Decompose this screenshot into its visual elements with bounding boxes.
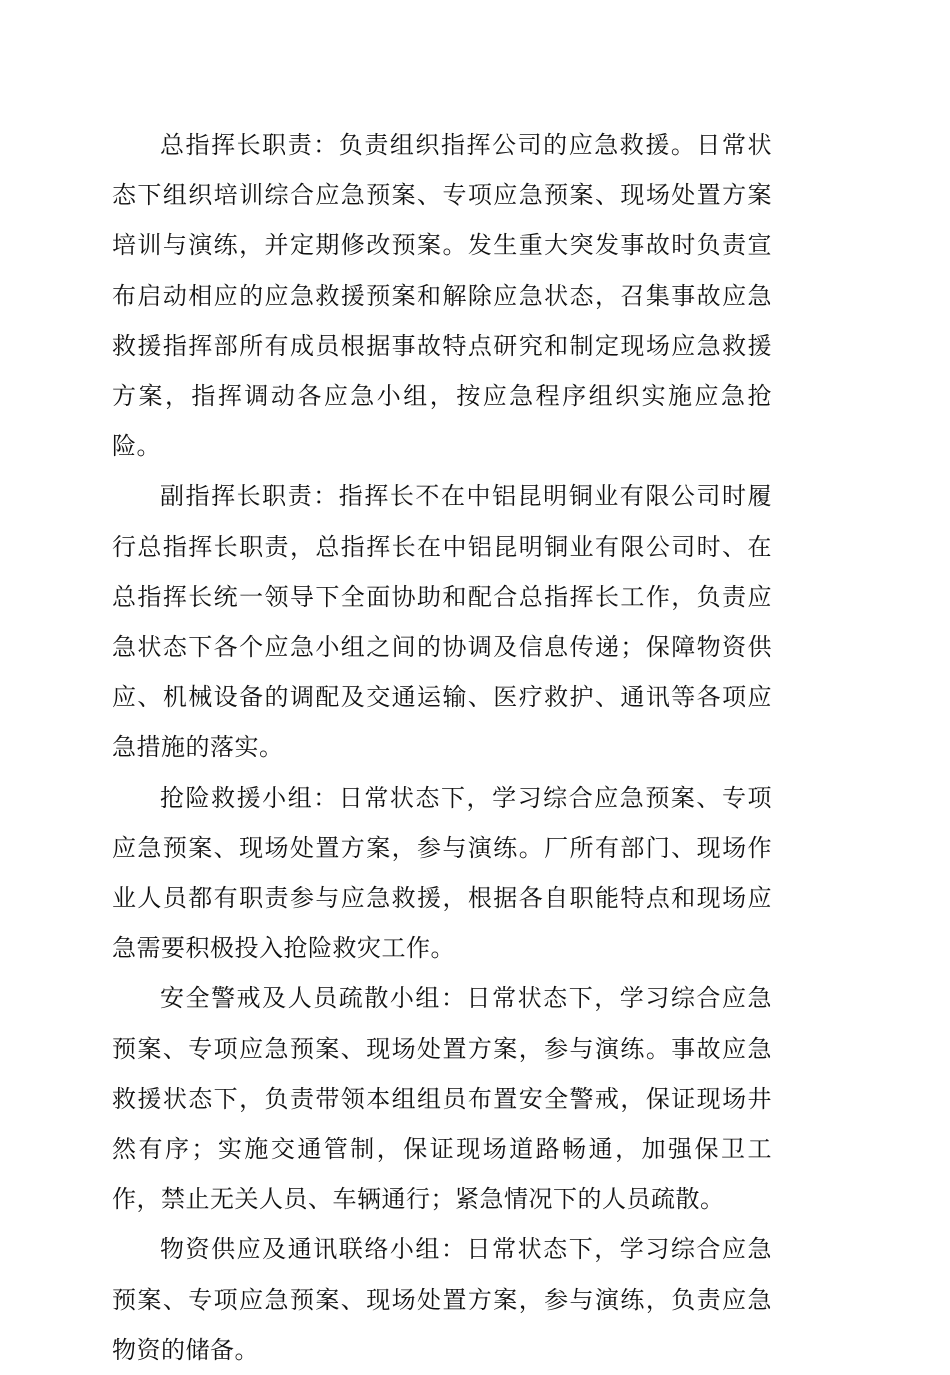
- paragraph-supply-communication-team: 物资供应及通讯联络小组：日常状态下，学习综合应急预案、专项应急预案、现场处置方案，参与演练，负责应急物资的储备。: [112, 1235, 772, 1364]
- paragraph-deputy-commander-duties: 副指挥长职责：指挥长不在中铝昆明铜业有限公司时履行总指挥长职责，总指挥长在中铝昆明铜业有限公司时、在总指挥长统一领导下全面协助和配合总指挥长工作，负责应急状态下各个应急小组之间的协调及信息传递；保障物资供应、机械设备的调配及交通运输、医疗救护、通讯等各项应急措施的落实。: [112, 482, 772, 762]
- document-body: [112, 120, 772, 1375]
- paragraph-commander-duties: 总指挥长职责：负责组织指挥公司的应急救援。日常状态下组织培训综合应急预案、专项应急预案、现场处置方案培训与演练，并定期修改预案。发生重大突发事故时负责宣布启动相应的应急救援预案和解除应急状态，召集事故应急救援指挥部所有成员根据事故特点研究和制定现场应急救援方案，指挥调动各应急小组，按应急程序组织实施应急抢险。: [112, 131, 772, 461]
- paragraph-security-evacuation-team: 安全警戒及人员疏散小组：日常状态下，学习综合应急预案、专项应急预案、现场处置方案，参与演练。事故应急救援状态下，负责带领本组组员布置安全警戒，保证现场井然有序；实施交通管制，保证现场道路畅通，加强保卫工作，禁止无关人员、车辆通行；紧急情况下的人员疏散。: [112, 984, 772, 1214]
- paragraph-rescue-team: 抢险救援小组：日常状态下，学习综合应急预案、专项应急预案、现场处置方案，参与演练。厂所有部门、现场作业人员都有职责参与应急救援，根据各自职能特点和现场应急需要积极投入抢险救灾工作。: [112, 783, 772, 963]
